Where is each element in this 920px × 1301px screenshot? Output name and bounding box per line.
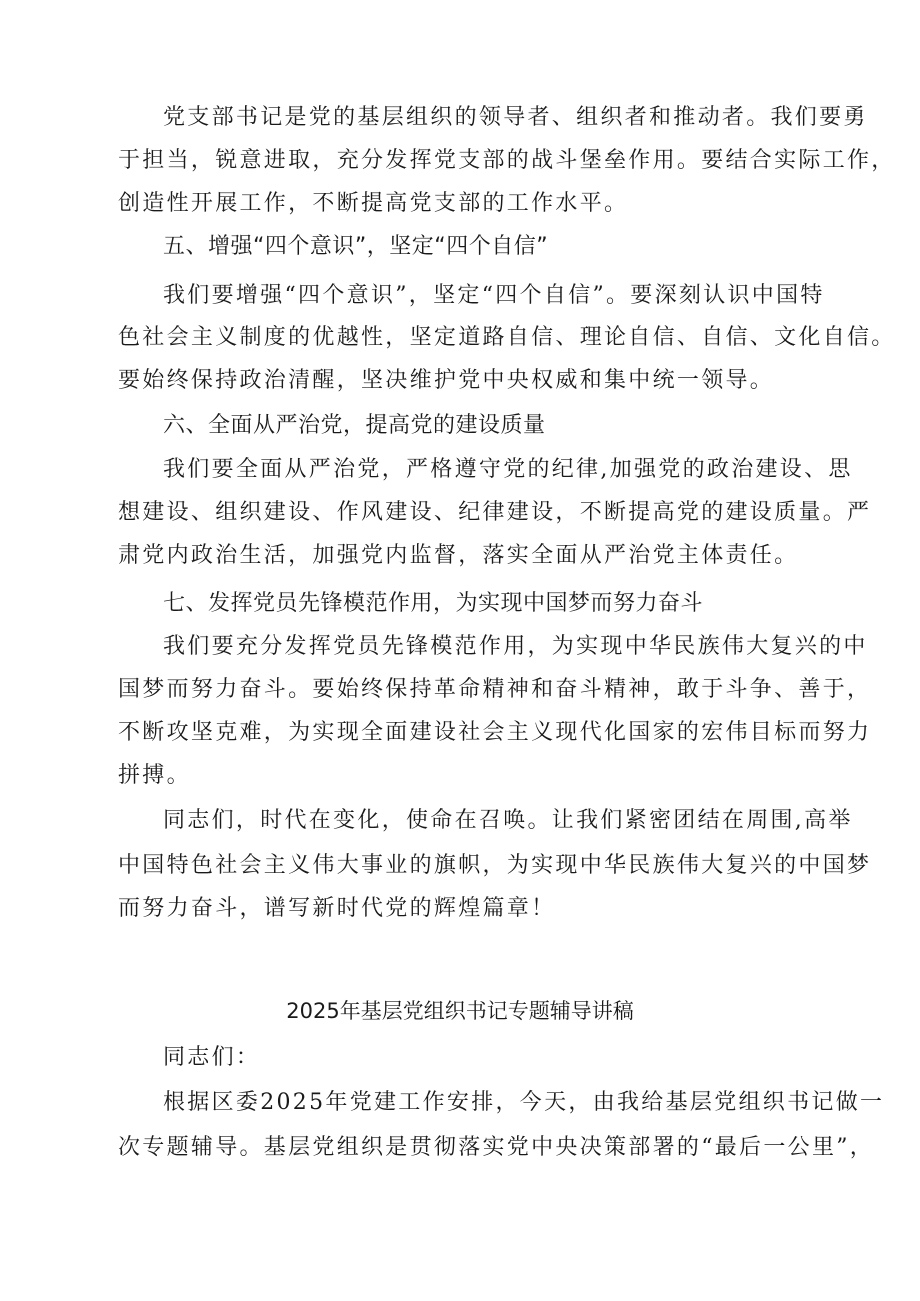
paragraph-line: 我们要增强“四个意识”，坚定“四个自信”。要深刻认识中国特 (163, 283, 825, 308)
paragraph-line: 次专题辅导。基层党组织是贯彻落实党中央决策部署的“最后一公里”， (118, 1135, 875, 1160)
paragraph-line: 色社会主义制度的优越性，坚定道路自信、理论自信、自信、文化自信。 (118, 325, 896, 350)
salutation: 同志们： (163, 1045, 261, 1070)
section-heading: 六、全面从严治党，提高党的建设质量 (163, 413, 546, 438)
paragraph-line: 创造性开展工作，不断提高党支部的工作水平。 (118, 191, 629, 216)
paragraph-line: 于担当，锐意进取，充分发挥党支部的战斗堡垒作用。要结合实际工作， (118, 148, 896, 173)
paragraph-line: 我们要全面从严治党，严格遵守党的纪律,加强党的政治建设、思 (163, 457, 853, 482)
paragraph-line: 不断攻坚克难，为实现全面建设社会主义现代化国家的宏伟目标而努力 (118, 720, 872, 745)
paragraph-line: 中国特色社会主义伟大事业的旗帜，为实现中华民族伟大复兴的中国梦 (118, 853, 872, 878)
paragraph-line: 我们要充分发挥党员先锋模范作用，为实现中华民族伟大复兴的中 (163, 634, 868, 659)
paragraph-line: 肃党内政治生活，加强党内监督，落实全面从严治党主体责任。 (118, 543, 799, 568)
section-heading: 七、发挥党员先锋模范作用，为实现中国梦而努力奋斗 (163, 591, 704, 616)
section-heading: 五、增强“四个意识”，坚定“四个自信” (163, 234, 549, 259)
paragraph-line: 要始终保持政治清醒，坚决维护党中央权威和集中统一领导。 (118, 368, 775, 393)
paragraph-line: 而努力奋斗，谱写新时代党的辉煌篇章！ (118, 896, 556, 921)
paragraph-line: 国梦而努力奋斗。要始终保持革命精神和奋斗精神，敢于斗争、善于， (118, 677, 872, 702)
document-title: 2025年基层党组织书记专题辅导讲稿 (286, 999, 634, 1023)
paragraph-line: 党支部书记是党的基层组织的领导者、组织者和推动者。我们要勇 (163, 105, 868, 130)
paragraph-line: 拼搏。 (118, 763, 191, 788)
paragraph-line: 根据区委2025年党建工作安排，今天，由我给基层党组织书记做一 (163, 1090, 885, 1115)
paragraph-line: 同志们，时代在变化，使命在召唤。让我们紧密团结在周围,高举 (163, 808, 853, 833)
paragraph-line: 想建设、组织建设、作风建设、纪律建设，不断提高党的建设质量。严 (118, 500, 872, 525)
